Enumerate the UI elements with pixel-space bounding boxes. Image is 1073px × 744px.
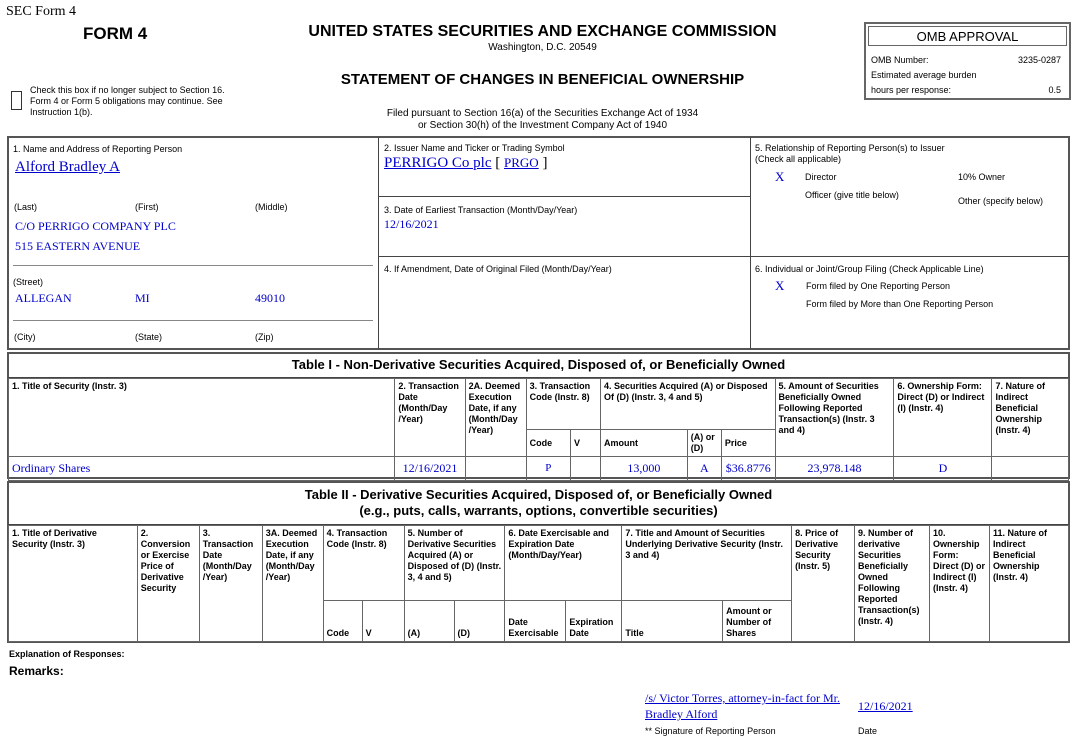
- t1-h2: 2. Transaction Date (Month/Day /Year): [395, 379, 465, 457]
- other-label: Other (specify below): [958, 196, 1044, 206]
- signature-link[interactable]: /s/ Victor Torres, attorney-in-fact for Mr. Bradley Alford: [645, 691, 840, 721]
- t1-row-nature: [992, 457, 1069, 481]
- date-label: Date: [858, 726, 878, 736]
- t2-h5: 5. Number of Derivative Securities Acquired (A) or Disposed of (D) (Instr. 3, 4 and 5): [404, 526, 505, 601]
- explanation-label: Explanation of Responses:: [9, 649, 125, 659]
- t2-d: (D): [454, 601, 505, 642]
- table1-title: Table I - Non-Derivative Securities Acquired, Disposed of, or Beneficially Owned: [291, 357, 786, 372]
- zip-value: 49010: [255, 291, 285, 305]
- t2-h3a: 3A. Deemed Execution Date, if any (Month/Day /Year): [262, 526, 323, 642]
- t1-h7: 7. Nature of Indirect Beneficial Ownership (Instr. 4): [992, 379, 1069, 457]
- t2-a: (A): [404, 601, 454, 642]
- t2-h2: 2. Conversion or Exercise Price of Derivative Security: [137, 526, 199, 642]
- more-persons-label: Form filed by More than One Reporting Person: [806, 299, 994, 309]
- address-line-2: 515 EASTERN AVENUE: [15, 239, 141, 253]
- box2-label: 2. Issuer Name and Ticker or Trading Symbol: [384, 143, 565, 153]
- t1-aord: (A) or (D): [687, 430, 721, 457]
- box6-label: 6. Individual or Joint/Group Filing (Check Applicable Line): [755, 264, 984, 274]
- t1-code: Code: [526, 430, 570, 457]
- no-longer-subject-checkbox[interactable]: [11, 91, 22, 110]
- sec-form-label: SEC Form 4: [6, 4, 77, 19]
- last-label: (Last): [14, 202, 38, 212]
- filed-line-2: or Section 30(h) of the Investment Company Act of 1940: [417, 120, 668, 131]
- t2-h1: 1. Title of Derivative Security (Instr. 3): [9, 526, 138, 642]
- one-person-label: Form filed by One Reporting Person: [806, 281, 951, 291]
- table2: [8, 525, 1069, 642]
- omb-hours-value: 0.5: [1048, 85, 1061, 95]
- t2-h6: 6. Date Exercisable and Expiration Date (Month/Day/Year): [505, 526, 622, 601]
- filed-line-1: Filed pursuant to Section 16(a) of the Securities Exchange Act of 1934: [386, 108, 699, 119]
- omb-hours-label: hours per response:: [871, 85, 952, 95]
- t1-h5: 5. Amount of Securities Beneficially Owned Following Reported Transaction(s) (Instr. 3 and 4): [775, 379, 894, 457]
- ticker-symbol[interactable]: PRGO: [504, 155, 539, 170]
- box1-label: 1. Name and Address of Reporting Person: [13, 144, 183, 154]
- statement-title: STATEMENT OF CHANGES IN BENEFICIAL OWNERSHIP: [340, 71, 745, 88]
- t1-amount: Amount: [600, 430, 687, 457]
- t1-row-code: P: [526, 457, 570, 481]
- t1-h4: 4. Securities Acquired (A) or Disposed Of (D) (Instr. 3, 4 and 5): [600, 379, 775, 430]
- t1-h6: 6. Ownership Form: Direct (D) or Indirect (I) (Instr. 4): [894, 379, 992, 457]
- t2-h11: 11. Nature of Indirect Beneficial Ownership (Instr. 4): [989, 526, 1068, 642]
- state-label: (State): [135, 332, 163, 342]
- form-title: FORM 4: [83, 24, 148, 43]
- middle-label: (Middle): [255, 202, 288, 212]
- t2-h9: 9. Number of derivative Securities Beneficially Owned Following Reported Transaction(s) (Instr. 4): [855, 526, 930, 642]
- t1-row-date: 12/16/2021: [395, 457, 465, 481]
- zip-label: (Zip): [255, 332, 274, 342]
- t1-row-form: D: [894, 457, 992, 481]
- t2-title: Title: [622, 601, 723, 642]
- omb-burden-label: Estimated average burden: [871, 70, 977, 80]
- box5-sub: (Check all applicable): [755, 154, 842, 164]
- remarks-label: Remarks:: [9, 664, 64, 678]
- t2-h8: 8. Price of Derivative Security (Instr. 5): [792, 526, 855, 642]
- omb-title: OMB APPROVAL: [868, 26, 1067, 46]
- filed-pursuant: [330, 108, 755, 132]
- t1-row-aord: A: [687, 457, 721, 481]
- t2-date-exercisable: Date Exercisable: [505, 601, 566, 642]
- t1-row-title: Ordinary Shares: [9, 457, 395, 481]
- officer-label: Officer (give title below): [805, 190, 899, 200]
- signature-date[interactable]: 12/16/2021: [858, 699, 913, 713]
- issuer-line: PERRIGO Co plc [ PRGO ]: [384, 155, 548, 171]
- t2-h10: 10. Ownership Form: Direct (D) or Indirect (I) (Instr. 4): [929, 526, 989, 642]
- omb-approval-box: [864, 22, 1071, 100]
- t2-v: V: [362, 601, 404, 642]
- box3-label: 3. Date of Earliest Transaction (Month/Day/Year): [384, 205, 578, 215]
- address-line-1: C/O PERRIGO COMPANY PLC: [15, 219, 176, 233]
- box4-label: 4. If Amendment, Date of Original Filed (Month/Day/Year): [384, 264, 612, 274]
- checkbox-text: Check this box if no longer subject to Section 16. Form 4 or Form 5 obligations may continue. See Instruction 1(b).: [30, 85, 225, 117]
- reporting-person-name[interactable]: Alford Bradley A: [15, 159, 120, 175]
- street-label: (Street): [13, 277, 44, 287]
- table1: [8, 378, 1069, 481]
- t1-row-owned: 23,978.148: [775, 457, 894, 481]
- ten-percent-owner-label: 10% Owner: [958, 172, 1006, 182]
- table-row: [9, 457, 1069, 481]
- director-mark: X: [775, 169, 785, 184]
- first-label: (First): [135, 202, 159, 212]
- t2-h7: 7. Title and Amount of Securities Underlying Derivative Security (Instr. 3 and 4): [622, 526, 792, 601]
- t2-code: Code: [323, 601, 362, 642]
- t1-row-price: $36.8776: [721, 457, 775, 481]
- table2-subtitle: (e.g., puts, calls, warrants, options, convertible securities): [359, 503, 718, 518]
- t2-amount-number: Amount or Number of Shares: [723, 601, 792, 642]
- t1-h1: 1. Title of Security (Instr. 3): [9, 379, 395, 457]
- director-label: Director: [805, 172, 837, 182]
- signature-label: ** Signature of Reporting Person: [645, 726, 776, 736]
- t1-h3: 3. Transaction Code (Instr. 8): [526, 379, 600, 430]
- t1-row-v: [571, 457, 601, 481]
- t1-row-amount: 13,000: [600, 457, 687, 481]
- table2-title: Table II - Derivative Securities Acquired, Disposed of, or Beneficially Owned: [304, 487, 773, 502]
- commission-city: Washington, D.C. 20549: [488, 42, 597, 53]
- t1-price: Price: [721, 430, 775, 457]
- t2-h4: 4. Transaction Code (Instr. 8): [323, 526, 404, 601]
- t1-row-deemed: [465, 457, 526, 481]
- t2-h3: 3. Transaction Date (Month/Day /Year): [199, 526, 262, 642]
- one-person-mark: X: [775, 278, 785, 293]
- t1-v: V: [571, 430, 601, 457]
- box5-label: 5. Relationship of Reporting Person(s) to Issuer: [755, 143, 945, 153]
- t2-expiration-date: Expiration Date: [566, 601, 622, 642]
- commission-title: UNITED STATES SECURITIES AND EXCHANGE COMMISSION: [308, 23, 777, 40]
- omb-number-label: OMB Number:: [871, 55, 929, 65]
- city-value: ALLEGAN: [15, 291, 72, 305]
- city-label: (City): [14, 332, 36, 342]
- issuer-name[interactable]: PERRIGO Co plc: [384, 155, 492, 171]
- t1-h2a: 2A. Deemed Execution Date, if any (Month/Day /Year): [465, 379, 526, 457]
- earliest-transaction-date: 12/16/2021: [384, 217, 439, 231]
- omb-number-value: 3235-0287: [1017, 55, 1061, 65]
- state-value: MI: [135, 291, 150, 305]
